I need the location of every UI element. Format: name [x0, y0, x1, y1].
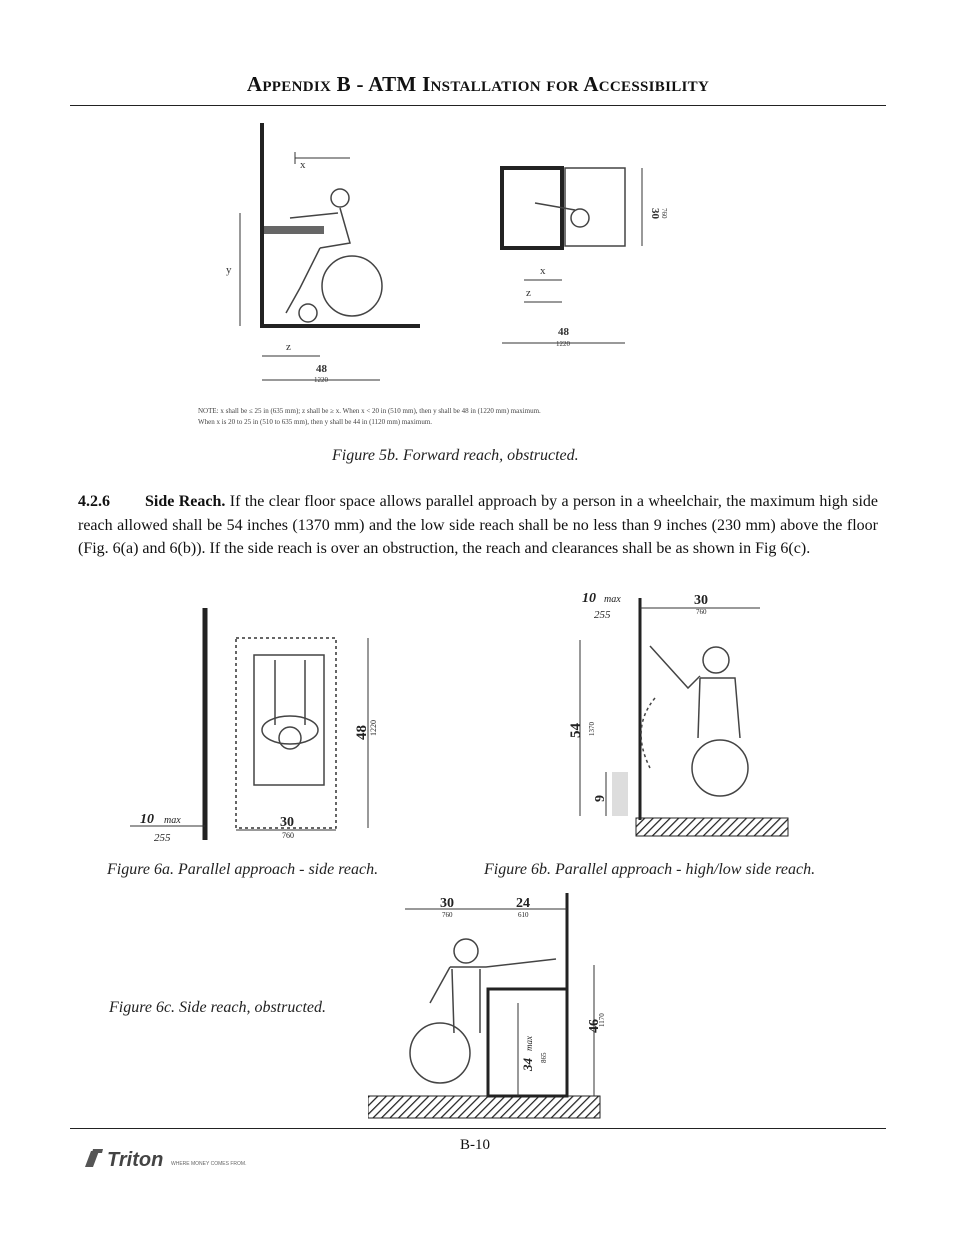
- fig5b-person-elevation: [286, 189, 382, 322]
- fig6c-dim-30: 30: [440, 896, 454, 911]
- figure-6b: [560, 588, 792, 842]
- figure-6b-drawing: [560, 588, 792, 842]
- fig5b-label-y: y: [226, 264, 232, 276]
- triton-logo-mark: [83, 1137, 255, 1171]
- header-title: Appendix B - ATM Installation for Accessibility: [246, 72, 710, 96]
- fig5b-plan-x: x: [540, 265, 546, 277]
- fig6b-person: [641, 646, 748, 796]
- logo-tagline: WHERE MONEY COMES FROM.: [171, 1161, 247, 1167]
- footer-rule: [70, 1128, 886, 1129]
- figure-5b-caption: Figure 5b. Forward reach, obstructed.: [332, 447, 579, 464]
- fig5b-person-plan: [535, 168, 625, 246]
- fig6a-dim-1220: 1220: [369, 720, 378, 736]
- figure-6c-drawing: [368, 893, 608, 1123]
- fig6b-dim-255: 255: [594, 609, 611, 621]
- fig6c-dim-46: 46: [587, 1019, 602, 1033]
- logo-text: Triton: [107, 1149, 164, 1171]
- fig5b-dim-48: 48: [316, 363, 327, 375]
- fig6c-dim-1170: 1170: [598, 1013, 606, 1027]
- figure-6c: [368, 893, 608, 1123]
- fig6b-dim-10: 10: [582, 591, 596, 606]
- fig6c-dim-34: 34: [520, 1058, 535, 1071]
- section-body: If the clear floor space allows parallel approach by a person in a wheelchair, the maximum high side reach allowed shall be 54 inches (1370 mm) and the low side reach shall be no less than 9 inches (230 mm) above the floor (Fig. 6(a) and 6(b)). If the side reach is over an obstruction, the reach and clearances shall be as shown in Fig 6(c).: [78, 493, 879, 557]
- fig5b-note-line1: NOTE: x shall be ≤ 25 in (635 mm); z shall be ≥ x. When x < 20 in (510 mm), then y shall be 48 in (1220 mm) maximum.: [198, 407, 541, 415]
- fig6a-dim-30: 30: [280, 815, 294, 830]
- page-number: B-10: [460, 1137, 490, 1153]
- page-header: [70, 72, 886, 102]
- fig5b-dim-760: 760: [660, 208, 668, 219]
- triton-logo: [83, 1137, 255, 1171]
- fig5b-note-line2: When x is 20 to 25 in (510 to 635 mm), then y shall be 44 in (1120 mm) maximum.: [198, 418, 433, 426]
- figure-6a: [130, 600, 390, 848]
- fig5b-dim-1220: 1220: [314, 376, 328, 384]
- fig6a-dim-10: 10: [140, 812, 154, 827]
- fig6a-person-plan: [254, 655, 324, 785]
- fig6a-dim-48: 48: [354, 725, 370, 740]
- fig5b-plan-z: z: [526, 287, 531, 299]
- fig6b-dim-54: 54: [568, 723, 584, 738]
- fig5b-dim-30: 30: [649, 208, 661, 219]
- fig6b-dim-30: 30: [694, 593, 708, 608]
- fig6b-dim-9: 9: [593, 795, 608, 802]
- section-4-2-6: [78, 490, 878, 561]
- figure-5b: [190, 118, 710, 440]
- fig6b-dim-760: 760: [696, 608, 707, 616]
- fig6b-dim-1370: 1370: [588, 722, 596, 736]
- figure-6b-caption: Figure 6b. Parallel approach - high/low side reach.: [484, 861, 816, 878]
- figure-6c-caption: Figure 6c. Side reach, obstructed.: [109, 999, 326, 1016]
- header-rule: [70, 105, 886, 106]
- fig6a-dim-255: 255: [154, 832, 171, 844]
- section-title: Side Reach.: [145, 493, 226, 510]
- section-number: 4.2.6: [78, 493, 110, 510]
- fig6c-dim-760: 760: [442, 911, 453, 919]
- fig6a-max: max: [164, 815, 181, 826]
- fig5b-label-z: z: [286, 341, 291, 353]
- figure-5b-drawing: [190, 118, 710, 440]
- fig6c-max: max: [524, 1036, 534, 1051]
- fig5b-label-x: x: [300, 159, 306, 171]
- fig6a-dim-760: 760: [282, 831, 294, 840]
- fig5b-plan-48: 48: [558, 326, 569, 338]
- fig5b-plan-1220: 1220: [556, 340, 570, 348]
- fig6c-dim-865: 865: [540, 1052, 548, 1063]
- figure-6a-caption: Figure 6a. Parallel approach - side reach.: [107, 861, 379, 878]
- fig6b-max: max: [604, 594, 621, 605]
- figure-6a-drawing: [130, 600, 390, 848]
- fig6c-dim-24: 24: [516, 896, 530, 911]
- fig6c-dim-610: 610: [518, 911, 529, 919]
